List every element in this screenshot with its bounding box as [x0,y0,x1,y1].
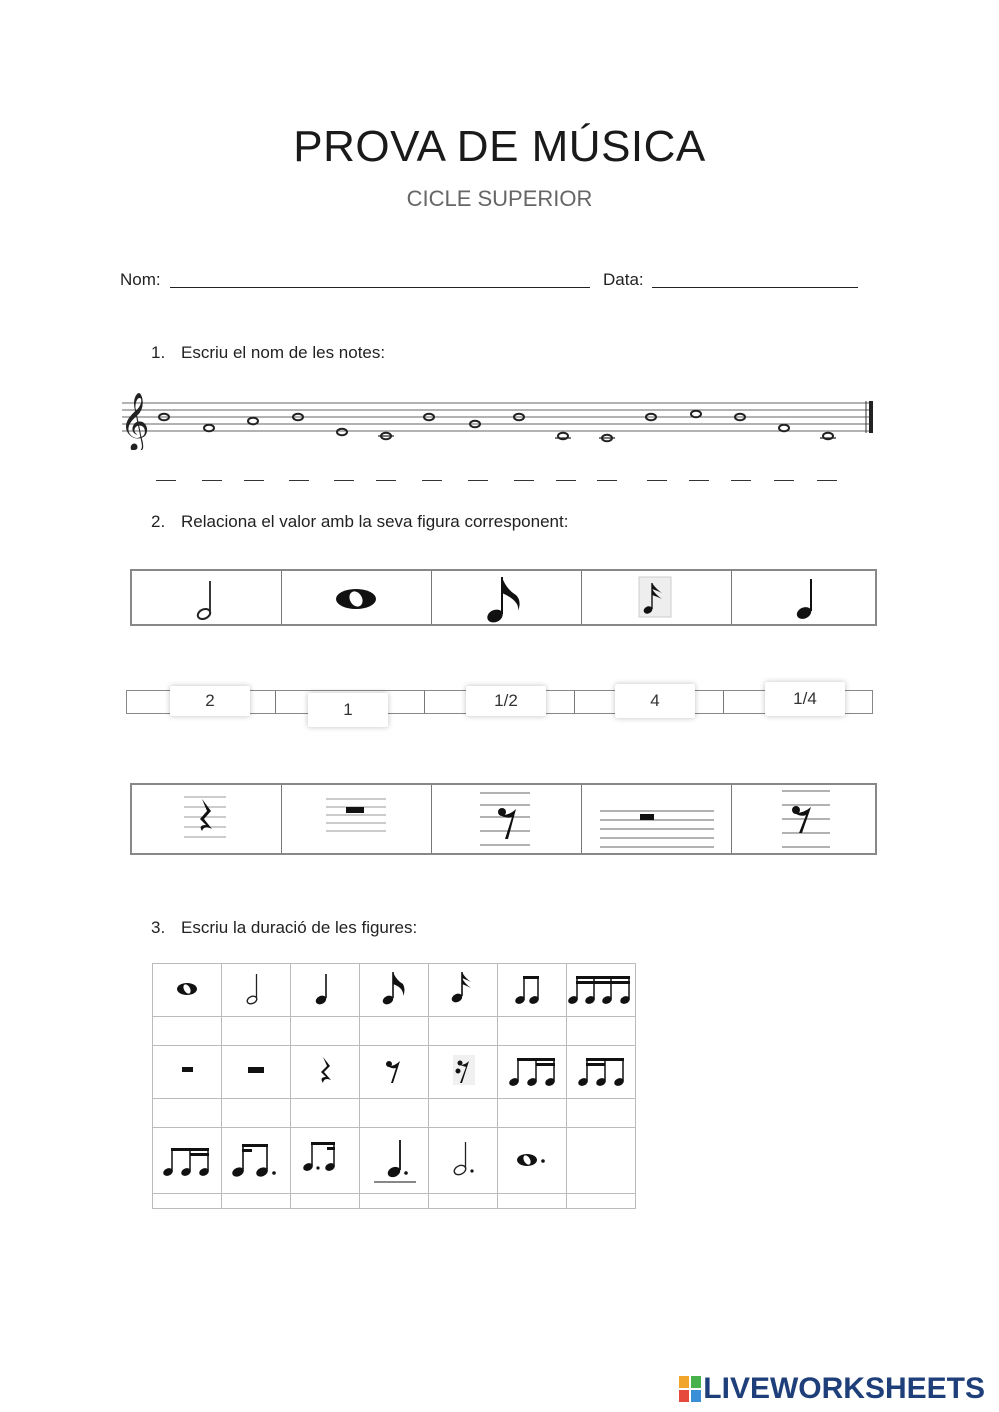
duration-grid [152,963,636,1209]
note-answer-field[interactable] [774,480,794,481]
eighth-note-icon [374,968,414,1008]
value-option-quarter[interactable]: 1/4 [765,682,845,716]
question-text: Escriu el nom de les notes: [181,343,386,362]
eighth-rest-icon [732,785,881,853]
note-answer-field[interactable] [514,480,534,481]
dotted-half-note-icon [438,1136,488,1180]
note-answer-field[interactable] [817,480,837,481]
liveworksheets-logo [679,1372,985,1406]
grid-symbol-cell [360,1128,429,1194]
grid-symbol-cell [222,1128,291,1194]
note-figures-row [130,569,877,626]
grid-symbol-cell [498,1046,567,1099]
grid-symbol-cell [291,1046,360,1099]
eighth-rest-icon [432,785,581,853]
figure-cell[interactable] [432,571,582,624]
quarter-note-icon [732,571,881,624]
note-answer-field[interactable] [468,480,488,481]
note-answer-field[interactable] [689,480,709,481]
duration-answer-cell[interactable] [567,1099,636,1128]
note-answer-field[interactable] [334,480,354,481]
value-option-1[interactable]: 1 [308,693,388,727]
grid-symbol-cell [567,1128,636,1194]
figure-cell[interactable] [282,785,432,853]
rest-figures-row [130,783,877,855]
duration-answer-cell[interactable] [498,1099,567,1128]
dotted-quarter-note-icon [366,1130,422,1186]
quarter-note-icon [305,968,345,1008]
note-answer-field[interactable] [156,480,176,481]
grid-symbol-cell [567,1046,636,1099]
grid-symbol-cell [429,964,498,1017]
duration-answer-cell[interactable] [360,1194,429,1209]
grid-symbol-cell [498,964,567,1017]
two-eighth-notes-icon [509,968,555,1008]
triplet-notes-icon [159,1136,215,1180]
name-label: Nom: [120,270,161,289]
duration-answer-cell[interactable] [429,1017,498,1046]
whole-rest-icon [282,785,431,853]
whole-note-icon [282,571,431,624]
half-note-icon [132,571,281,624]
figure-cell[interactable] [132,785,282,853]
note-answer-field[interactable] [376,480,396,481]
duration-answer-cell[interactable] [153,1099,222,1128]
figure-cell[interactable] [732,571,881,624]
duration-answer-cell[interactable] [498,1017,567,1046]
half-rest-icon [236,1055,276,1085]
note-answer-field[interactable] [289,480,309,481]
date-label: Data: [603,270,644,289]
figure-cell[interactable] [582,785,732,853]
figure-cell[interactable] [282,571,432,624]
grid-symbol-cell [567,964,636,1017]
question-text: Escriu la duració de les figures: [181,918,418,937]
note-answer-field[interactable] [647,480,667,481]
value-option-half[interactable]: 1/2 [466,686,546,716]
whole-note-icon [167,973,207,1003]
page-title: PROVA DE MÚSICA [293,122,706,171]
half-note-icon [236,968,276,1008]
duration-answer-cell[interactable] [291,1099,360,1128]
grid-symbol-cell [153,1046,222,1099]
duration-answer-cell[interactable] [222,1194,291,1209]
sixteenth-note-icon [582,571,731,624]
duration-answer-cell[interactable] [429,1194,498,1209]
grid-symbol-cell [360,964,429,1017]
duration-answer-cell[interactable] [360,1099,429,1128]
grid-symbol-cell [291,964,360,1017]
grid-symbol-cell [360,1046,429,1099]
note-answer-field[interactable] [731,480,751,481]
duration-answer-cell[interactable] [360,1017,429,1046]
question-number: 1. [151,343,166,362]
four-sixteenth-notes-icon [567,968,635,1008]
question-number: 2. [151,512,166,531]
grid-symbol-cell [291,1128,360,1194]
eighth-two-sixteenths-icon [503,1050,561,1090]
brand-text: LIVEWORKSHEETS [703,1372,985,1405]
note-answer-field[interactable] [556,480,576,481]
value-option-4[interactable]: 4 [615,684,695,718]
duration-answer-cell[interactable] [222,1099,291,1128]
sixteenth-dotted-eighth-icon [228,1136,284,1180]
date-field[interactable] [652,287,858,288]
grid-symbol-cell [498,1128,567,1194]
whole-rest-icon [167,1055,207,1085]
page-subtitle: CICLE SUPERIOR [406,186,593,211]
sixteenth-note-icon [443,968,483,1008]
grid-symbol-cell [222,1046,291,1099]
question-3 [151,918,417,938]
grid-symbol-cell [429,1128,498,1194]
liveworksheets-mark-icon [679,1376,701,1402]
duration-answer-cell[interactable] [291,1194,360,1209]
duration-answer-cell[interactable] [429,1099,498,1128]
note-answer-field[interactable] [202,480,222,481]
eighth-rest-icon [374,1053,414,1087]
question-number: 3. [151,918,166,937]
note-answer-field[interactable] [422,480,442,481]
eighth-note-icon [432,571,581,624]
figure-cell[interactable] [432,785,582,853]
grid-symbol-cell [153,1128,222,1194]
name-field[interactable] [170,287,590,288]
duration-answer-cell[interactable] [153,1017,222,1046]
figure-cell[interactable] [132,571,282,624]
dotted-whole-note-icon [507,1138,557,1178]
figure-cell[interactable] [582,571,732,624]
music-staff [118,388,880,450]
note-answer-field[interactable] [244,480,264,481]
duration-answer-cell[interactable] [498,1194,567,1209]
dotted-eighth-sixteenth-icon [297,1136,353,1180]
duration-answer-cell[interactable] [222,1017,291,1046]
figure-cell[interactable] [732,785,881,853]
quarter-rest-icon [305,1053,345,1087]
sixteenth-rest-icon [443,1053,483,1087]
duration-answer-cell[interactable] [153,1194,222,1209]
half-rest-icon [582,785,731,853]
grid-symbol-cell [153,964,222,1017]
duration-answer-cell[interactable] [291,1017,360,1046]
value-option-2[interactable]: 2 [170,686,250,716]
duration-answer-cell[interactable] [567,1194,636,1209]
treble-clef-icon: 𝄞 [120,392,150,450]
question-2 [151,512,568,532]
question-1 [151,343,385,363]
two-sixteenths-eighth-icon [572,1050,630,1090]
grid-symbol-cell [222,964,291,1017]
question-text: Relaciona el valor amb la seva figura corresponent: [181,512,569,531]
duration-answer-cell[interactable] [567,1017,636,1046]
quarter-rest-icon [132,785,281,853]
note-answer-field[interactable] [597,480,617,481]
grid-symbol-cell [429,1046,498,1099]
